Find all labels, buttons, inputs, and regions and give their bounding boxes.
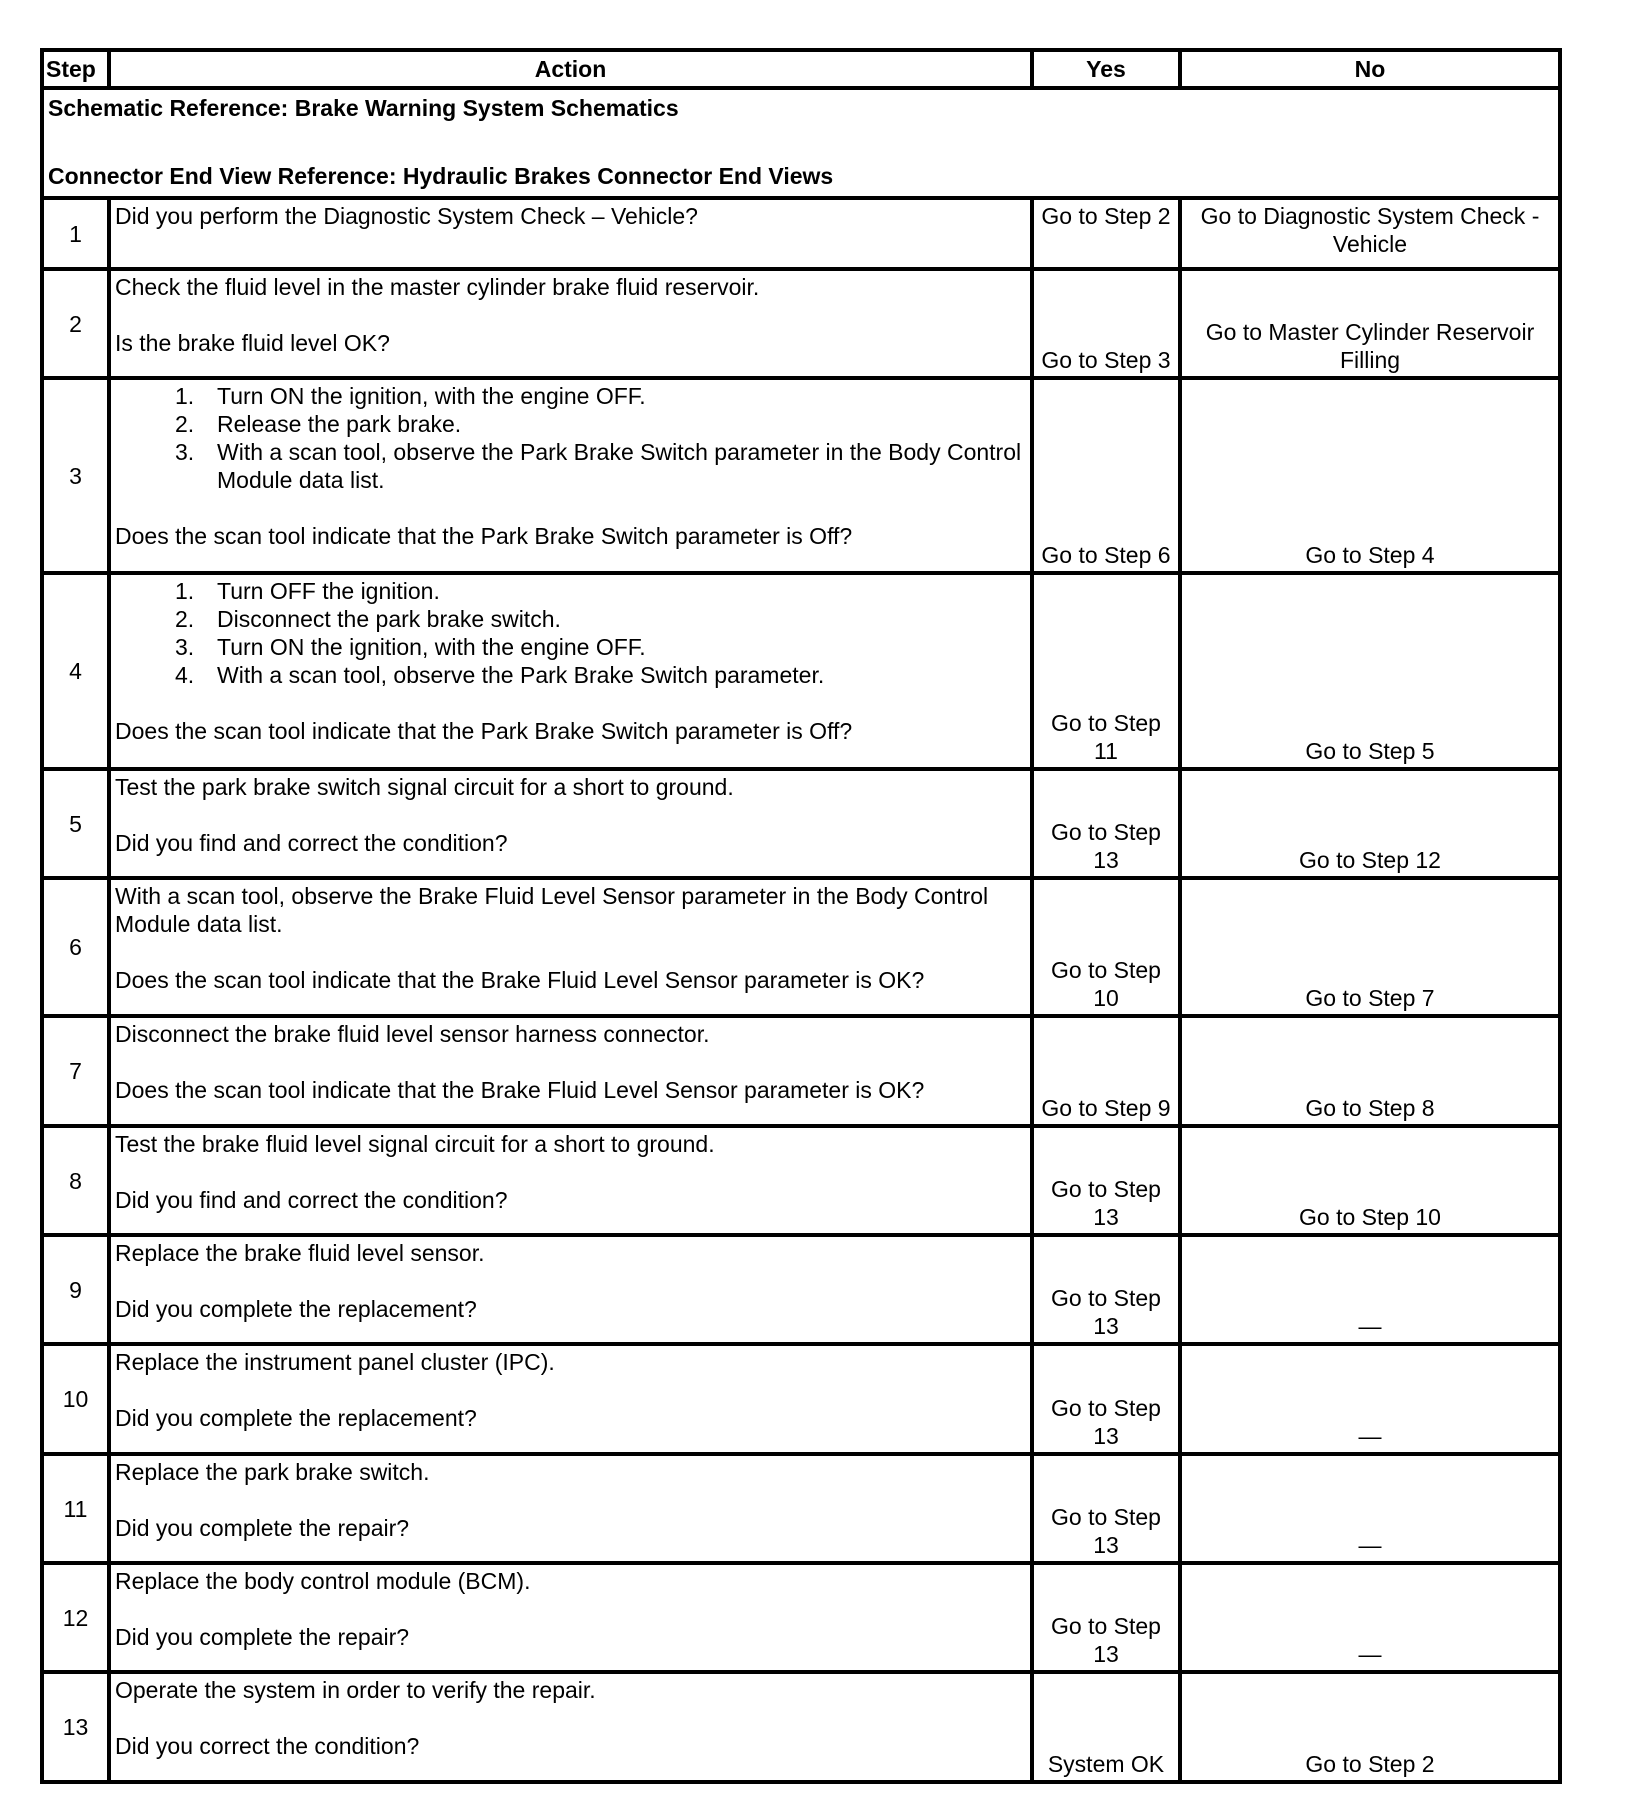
no-cell: [1180, 1672, 1560, 1782]
no-link[interactable]: Go to Step 8: [1305, 1095, 1435, 1121]
substep-list: [115, 577, 1024, 689]
table-row: [42, 1454, 1560, 1563]
substep: [175, 577, 1024, 605]
substep-list: [115, 382, 1024, 494]
no-cell: [1180, 573, 1560, 769]
no-cell: [1180, 198, 1560, 269]
yes-link[interactable]: Go to Step 13: [1051, 1176, 1161, 1230]
action-cell: [109, 269, 1032, 378]
no-cell: [1180, 1126, 1560, 1235]
header-step: Step: [42, 50, 109, 88]
no-link[interactable]: Go to Step 4: [1305, 542, 1435, 568]
yes-cell: [1032, 198, 1180, 269]
no-link[interactable]: Go to Diagnostic System Check - Vehicle: [1200, 203, 1540, 257]
action-cell: [109, 1016, 1032, 1126]
yes-cell: [1032, 1344, 1180, 1454]
yes-cell: [1032, 1454, 1180, 1563]
substep-number: 3.: [175, 439, 195, 465]
substep-number: 1.: [175, 578, 195, 604]
table-row: [42, 198, 1560, 269]
action-cell: [109, 1563, 1032, 1672]
action-cell: [109, 878, 1032, 1016]
yes-result: System OK: [1047, 1751, 1165, 1777]
header-action: Action: [109, 50, 1032, 88]
action-question: Did you complete the replacement?: [115, 1296, 477, 1322]
substep: [175, 605, 1024, 633]
substep-text: With a scan tool, observe the Park Brake Switch parameter in the Body Control Module data list.: [217, 439, 1022, 493]
action-cell: [109, 198, 1032, 269]
substep-number: 1.: [175, 383, 195, 409]
yes-cell: [1032, 1235, 1180, 1344]
step-number: 6: [42, 878, 109, 1016]
action-question: Did you complete the repair?: [115, 1624, 410, 1650]
no-cell: [1180, 1016, 1560, 1126]
table-row: [42, 573, 1560, 769]
header-yes: Yes: [1032, 50, 1180, 88]
table-row: [42, 1563, 1560, 1672]
substep: [175, 661, 1024, 689]
no-link[interactable]: Go to Master Cylinder Reservoir Filling: [1205, 319, 1535, 373]
yes-cell: [1032, 1672, 1180, 1782]
action-cell: [109, 1344, 1032, 1454]
step-number: 5: [42, 769, 109, 878]
action-question: Did you find and correct the condition?: [115, 830, 508, 856]
step-number: 1: [42, 198, 109, 269]
action-question: Does the scan tool indicate that the Park Brake Switch parameter is Off?: [115, 523, 853, 549]
yes-cell: [1032, 378, 1180, 573]
action-cell: [109, 1454, 1032, 1563]
yes-cell: [1032, 1563, 1180, 1672]
action-question: Did you complete the repair?: [115, 1515, 410, 1541]
action-text: Replace the body control module (BCM).: [115, 1568, 531, 1594]
action-cell: [109, 1235, 1032, 1344]
step-number: 3: [42, 378, 109, 573]
substep-number: 2.: [175, 606, 195, 632]
action-text: Check the fluid level in the master cylinder brake fluid reservoir.: [115, 274, 760, 300]
yes-cell: [1032, 573, 1180, 769]
substep-number: 4.: [175, 662, 195, 688]
table-row: [42, 769, 1560, 878]
action-cell: [109, 1672, 1032, 1782]
action-cell: [109, 378, 1032, 573]
diagnostic-table: [40, 48, 1562, 1784]
step-number: 11: [42, 1454, 109, 1563]
table-row: [42, 1235, 1560, 1344]
step-number: 13: [42, 1672, 109, 1782]
substep: [175, 410, 1024, 438]
substep: [175, 438, 1024, 494]
action-text: Disconnect the brake fluid level sensor harness connector.: [115, 1021, 710, 1047]
substep: [175, 633, 1024, 661]
action-text: Operate the system in order to verify the repair.: [115, 1677, 596, 1703]
reference-row: [42, 88, 1560, 198]
substep-text: Turn ON the ignition, with the engine OFF.: [217, 634, 646, 660]
table-row: [42, 378, 1560, 573]
schematic-reference[interactable]: Schematic Reference: Brake Warning System Schematics: [48, 95, 679, 121]
action-question: Does the scan tool indicate that the Brake Fluid Level Sensor parameter is OK?: [115, 1077, 925, 1103]
action-question: Is the brake fluid level OK?: [115, 330, 390, 356]
table-row: [42, 1344, 1560, 1454]
yes-link[interactable]: Go to Step 6: [1041, 542, 1171, 568]
step-number: 10: [42, 1344, 109, 1454]
no-dash: —: [1358, 1641, 1382, 1667]
yes-link[interactable]: Go to Step 10: [1051, 957, 1161, 1011]
step-number: 9: [42, 1235, 109, 1344]
yes-link[interactable]: Go to Step 13: [1051, 1504, 1161, 1558]
no-cell: [1180, 1454, 1560, 1563]
no-cell: [1180, 378, 1560, 573]
substep-text: Disconnect the park brake switch.: [217, 606, 561, 632]
substep-text: With a scan tool, observe the Park Brake Switch parameter.: [217, 662, 825, 688]
no-cell: [1180, 878, 1560, 1016]
step-number: 2: [42, 269, 109, 378]
reference-cell: [42, 88, 1560, 198]
yes-link[interactable]: Go to Step 13: [1051, 819, 1161, 873]
action-text: Test the park brake switch signal circuit for a short to ground.: [115, 774, 734, 800]
yes-cell: [1032, 1016, 1180, 1126]
table-row: [42, 1672, 1560, 1782]
action-text: Replace the brake fluid level sensor.: [115, 1240, 485, 1266]
no-link[interactable]: Go to Step 7: [1305, 985, 1435, 1011]
yes-link[interactable]: Go to Step 13: [1051, 1395, 1161, 1449]
action-question: Does the scan tool indicate that the Park Brake Switch parameter is Off?: [115, 718, 853, 744]
yes-link[interactable]: Go to Step 13: [1051, 1613, 1161, 1667]
substep: [175, 382, 1024, 410]
no-link[interactable]: Go to Step 12: [1299, 847, 1441, 873]
action-question: Did you complete the replacement?: [115, 1405, 477, 1431]
table-row: [42, 269, 1560, 378]
substep-text: Release the park brake.: [217, 411, 462, 437]
no-link[interactable]: Go to Step 2: [1305, 1751, 1435, 1777]
no-link[interactable]: Go to Step 5: [1305, 738, 1435, 764]
no-cell: [1180, 1235, 1560, 1344]
action-text: Test the brake fluid level signal circuit for a short to ground.: [115, 1131, 715, 1157]
step-number: 4: [42, 573, 109, 769]
substep-text: Turn ON the ignition, with the engine OFF.: [217, 383, 646, 409]
action-question: Does the scan tool indicate that the Brake Fluid Level Sensor parameter is OK?: [115, 967, 925, 993]
no-link[interactable]: Go to Step 10: [1299, 1204, 1441, 1230]
action-text: Replace the instrument panel cluster (IPC).: [115, 1349, 555, 1375]
substep-number: 3.: [175, 634, 195, 660]
no-cell: [1180, 269, 1560, 378]
no-dash: —: [1358, 1423, 1382, 1449]
yes-cell: [1032, 878, 1180, 1016]
step-number: 7: [42, 1016, 109, 1126]
no-dash: —: [1358, 1313, 1382, 1339]
header-no: No: [1180, 50, 1560, 88]
yes-cell: [1032, 1126, 1180, 1235]
table-row: [42, 878, 1560, 1016]
no-cell: [1180, 769, 1560, 878]
action-question: Did you find and correct the condition?: [115, 1187, 508, 1213]
table-row: [42, 1126, 1560, 1235]
yes-link[interactable]: Go to Step 3: [1041, 347, 1171, 373]
no-cell: [1180, 1563, 1560, 1672]
no-dash: —: [1358, 1532, 1382, 1558]
step-number: 12: [42, 1563, 109, 1672]
no-cell: [1180, 1344, 1560, 1454]
substep-number: 2.: [175, 411, 195, 437]
table-row: [42, 1016, 1560, 1126]
action-cell: [109, 573, 1032, 769]
substep-text: Turn OFF the ignition.: [217, 578, 440, 604]
yes-link[interactable]: Go to Step 2: [1041, 203, 1171, 229]
action-cell: [109, 1126, 1032, 1235]
action-text[interactable]: Did you perform the Diagnostic System Check – Vehicle?: [115, 203, 698, 229]
action-question: Did you correct the condition?: [115, 1733, 420, 1759]
action-text: With a scan tool, observe the Brake Fluid Level Sensor parameter in the Body Control Module data list.: [115, 883, 989, 937]
step-number: 8: [42, 1126, 109, 1235]
yes-link[interactable]: Go to Step 9: [1041, 1095, 1171, 1121]
yes-link[interactable]: Go to Step 11: [1051, 710, 1161, 764]
header-row: [42, 50, 1560, 88]
yes-link[interactable]: Go to Step 13: [1051, 1285, 1161, 1339]
action-text: Replace the park brake switch.: [115, 1459, 430, 1485]
yes-cell: [1032, 269, 1180, 378]
connector-reference[interactable]: Connector End View Reference: Hydraulic Brakes Connector End Views: [48, 163, 834, 189]
yes-cell: [1032, 769, 1180, 878]
action-cell: [109, 769, 1032, 878]
